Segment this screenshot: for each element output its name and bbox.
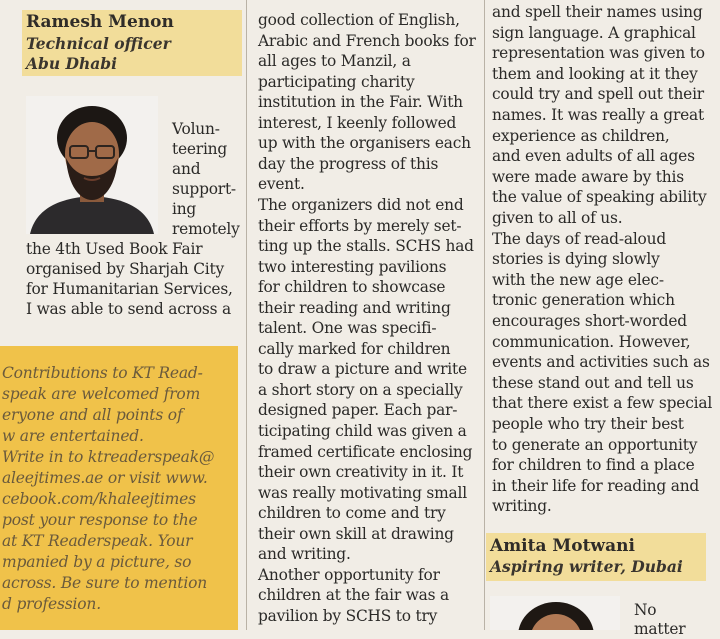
body-text-line: Another opportunity for: [258, 565, 440, 584]
body-text-line: framed certificate enclosing: [258, 442, 473, 461]
contributions-promo-box: [0, 346, 238, 630]
author-name-1: Ramesh Menon: [26, 12, 174, 32]
promo-text-line: post your response to the: [2, 511, 198, 529]
promo-text-line: at KT Readerspeak. Your: [2, 532, 193, 550]
body-text-line: up with the organisers each: [258, 134, 471, 153]
body-text-line: communication. However,: [492, 332, 691, 351]
body-text-line: organised by Sharjah City: [26, 260, 224, 278]
body-text-line: support-: [172, 180, 236, 198]
body-text-line: them and looking at it they: [492, 64, 698, 83]
body-text-line: to generate an opportunity: [492, 435, 698, 454]
author-role-2: Aspiring writer, Dubai: [490, 557, 683, 576]
body-text-line: their own creativity in it. It: [258, 463, 464, 482]
body-text-line: I was able to send across a: [26, 300, 231, 318]
body-text-line: teering: [172, 140, 228, 158]
body-text-line: talent. One was specifi-: [258, 319, 437, 338]
promo-text-line: w are entertained.: [2, 427, 144, 445]
body-text-line: for Humanitarian Services,: [26, 280, 233, 298]
body-text-line: all ages to Manzil, a: [258, 52, 411, 71]
author-photo-2: [490, 596, 620, 630]
body-text-line: with the new age elec-: [492, 270, 664, 289]
body-text-line: Arabic and French books for: [258, 31, 476, 50]
body-text-line: participating charity: [258, 72, 415, 91]
body-text-line: given to all of us.: [492, 209, 623, 227]
promo-text-line: eryone and all points of: [2, 406, 183, 424]
body-text-line: encourages short-worded: [492, 312, 687, 330]
promo-text-line: Contributions to KT Read-: [2, 364, 203, 382]
promo-text-line: mpanied by a picture, so: [2, 553, 192, 571]
body-text-line: The organizers did not end: [258, 195, 464, 214]
author-location-1: Abu Dhabi: [26, 54, 118, 73]
body-text-line: pavilion by SCHS to try: [258, 606, 438, 625]
promo-text-line: cebook.com/khaleejtimes: [2, 490, 196, 508]
body-text-line: Volun-: [172, 120, 220, 138]
body-text-line: tronic generation which: [492, 291, 675, 310]
body-text-line: their efforts by merely set-: [258, 216, 462, 235]
body-text-line: and writing.: [258, 545, 351, 564]
body-text-line: day the progress of this: [258, 154, 439, 173]
body-text-line: their own skill at drawing: [258, 524, 454, 543]
body-text-line: in their life for reading and: [492, 476, 700, 495]
body-text-line: ticipating child was given a: [258, 422, 467, 440]
body-text-line: designed paper. Each par-: [258, 401, 458, 420]
body-text-line: institution in the Fair. With: [258, 93, 463, 112]
body-text-line: were made aware by this: [492, 167, 684, 186]
body-text-line: children at the fair was a: [258, 586, 450, 605]
column-divider-2: [484, 0, 485, 630]
body-text-line: a short story on a specially: [258, 380, 463, 399]
portrait-image: [490, 596, 620, 630]
body-text-line: remotely: [172, 220, 240, 238]
promo-text-line: Write in to ktreaderspeak@: [2, 448, 215, 466]
body-text-line: interest, I keenly followed: [258, 113, 457, 132]
body-text-line: for children to find a place: [492, 456, 695, 475]
body-text-line: these stand out and tell us: [492, 373, 694, 392]
promo-text-line: d profession.: [2, 595, 101, 613]
body-text-line: event.: [258, 175, 305, 194]
body-text-line: the value of speaking ability: [492, 188, 707, 207]
column-divider-1: [246, 0, 247, 630]
body-text-line: experience as children,: [492, 126, 670, 145]
body-text-line: stories is dying slowly: [492, 250, 660, 269]
body-text-line: the 4th Used Book Fair: [26, 240, 203, 258]
body-text-line: was really motivating small: [258, 483, 467, 502]
body-text-line: ing: [172, 200, 197, 218]
body-text-line: names. It was really a great: [492, 106, 704, 124]
author-photo-1: [26, 96, 158, 234]
body-text-line: their reading and writing: [258, 298, 451, 317]
body-text-line: No: [634, 601, 657, 619]
promo-text-line: aleejtimes.ae or visit www.: [2, 469, 208, 487]
portrait-image: [26, 96, 158, 234]
author-name-2: Amita Motwani: [490, 536, 635, 556]
body-text-line: The days of read-aloud: [492, 229, 666, 248]
body-text-line: good collection of English,: [258, 11, 460, 29]
promo-text-line: speak are welcomed from: [2, 385, 201, 403]
body-text-line: and even adults of all ages: [492, 147, 695, 166]
body-text-line: could try and spell out their: [492, 85, 704, 104]
body-text-line: and: [172, 160, 201, 178]
body-text-line: ting up the stalls. SCHS had: [258, 237, 474, 256]
promo-text-line: across. Be sure to mention: [2, 574, 208, 592]
body-text-line: matter: [634, 620, 686, 638]
body-text-line: two interesting pavilions: [258, 257, 447, 276]
body-text-line: representation was given to: [492, 44, 705, 63]
body-text-line: cally marked for children: [258, 339, 451, 358]
body-text-line: writing.: [492, 497, 552, 516]
body-text-line: and spell their names using: [492, 3, 703, 21]
body-text-line: children to come and try: [258, 504, 446, 523]
body-text-line: people who try their best: [492, 415, 684, 433]
body-text-line: events and activities such as: [492, 353, 710, 372]
body-text-line: that there exist a few special: [492, 394, 713, 413]
body-text-line: sign language. A graphical: [492, 23, 696, 42]
body-text-line: to draw a picture and write: [258, 360, 467, 379]
body-text-line: for children to showcase: [258, 278, 446, 297]
author-role-1: Technical officer: [26, 34, 171, 53]
